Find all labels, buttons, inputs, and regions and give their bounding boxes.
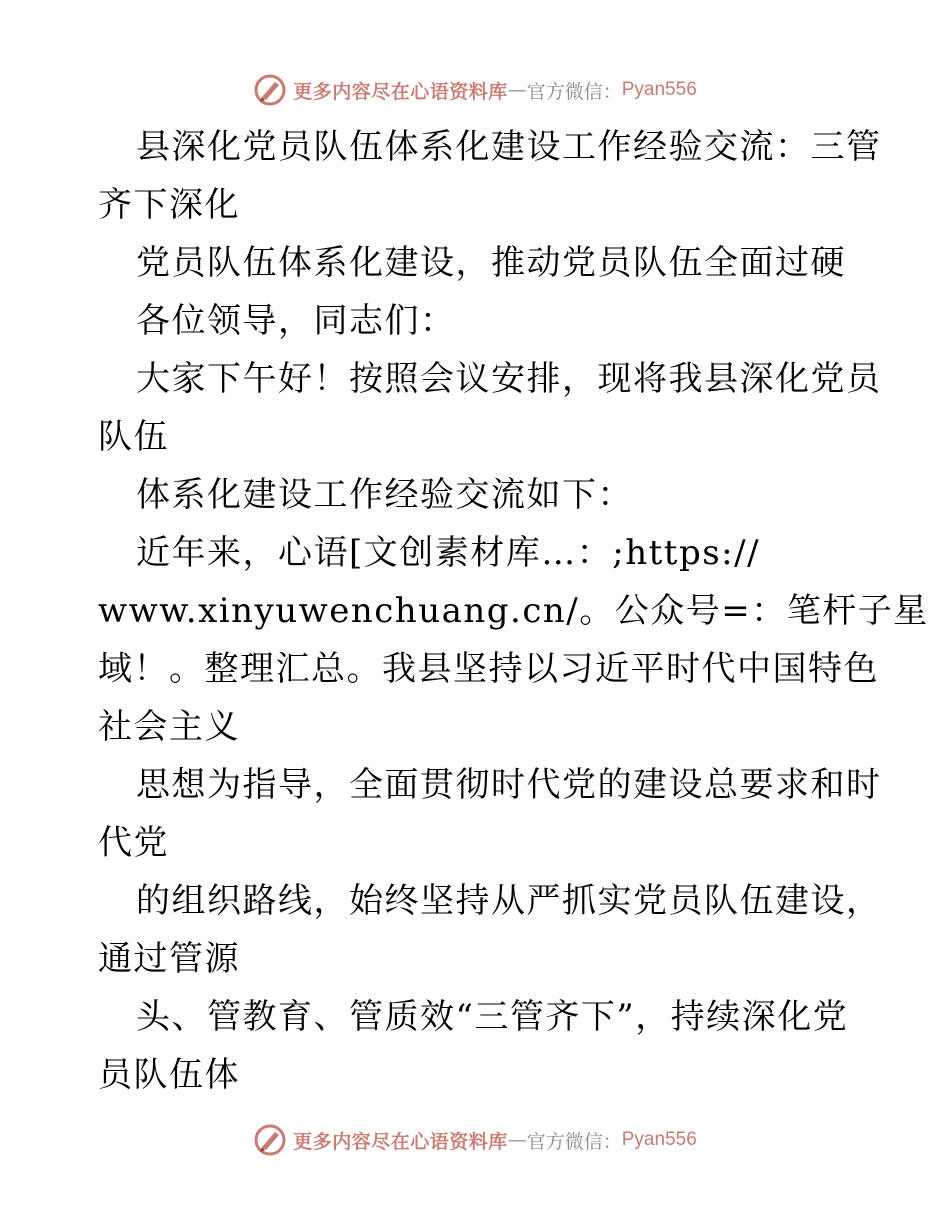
pen-logo-icon [253,73,287,107]
banner-wechat-label: 官方微信： [526,80,622,103]
banner-text: 更多内容尽在心语资料库 [293,1130,508,1153]
banner-wechat-id: Pyan556 [621,1129,697,1150]
banner-separator: — [507,79,527,101]
paragraph-line-url: www.xinyuwenchuang.cn/。公众号=：笔杆子星 [98,591,929,631]
paragraph-line: 通过管源 [98,939,240,979]
document-title-line-1: 县深化党员队伍体系化建设工作经验交流：三管 [136,127,882,167]
paragraph-line: 域！。整理汇总。我县坚持以习近平时代中国特色 [98,649,879,689]
paragraph-line: 思想为指导，全面贯彻时代党的建设总要求和时 [136,765,882,805]
banner-text: 更多内容尽在心语资料库 [293,80,508,103]
paragraph-line: 体系化建设工作经验交流如下： [136,475,633,515]
document-title-line-2: 齐下深化 [98,185,240,225]
paragraph-line: 队伍 [98,417,169,457]
paragraph-line: 头、管教育、管质效“三管齐下”，持续深化党 [136,997,849,1037]
paragraph-line: 代党 [98,823,169,863]
paragraph-line: 大家下午好！按照会议安排，现将我县深化党员 [136,359,882,399]
banner-separator: — [507,1129,527,1151]
pen-logo-icon [253,1123,287,1157]
banner-wechat-label: 官方微信： [526,1130,622,1153]
footer-watermark-banner [0,1120,950,1160]
document-salutation: 各位领导，同志们： [136,301,456,341]
document-body [98,118,929,1104]
paragraph-line: 员队伍体 [98,1055,240,1095]
paragraph-line: 的组织路线，始终坚持从严抓实党员队伍建设， [136,881,882,921]
paragraph-line: 近年来，心语[文创素材库…：;https:// [136,533,761,573]
document-subtitle: 党员队伍体系化建设，推动党员队伍全面过硬 [136,243,846,283]
banner-wechat-id: Pyan556 [621,79,697,100]
paragraph-line: 社会主义 [98,707,240,747]
header-watermark-banner [0,70,950,110]
